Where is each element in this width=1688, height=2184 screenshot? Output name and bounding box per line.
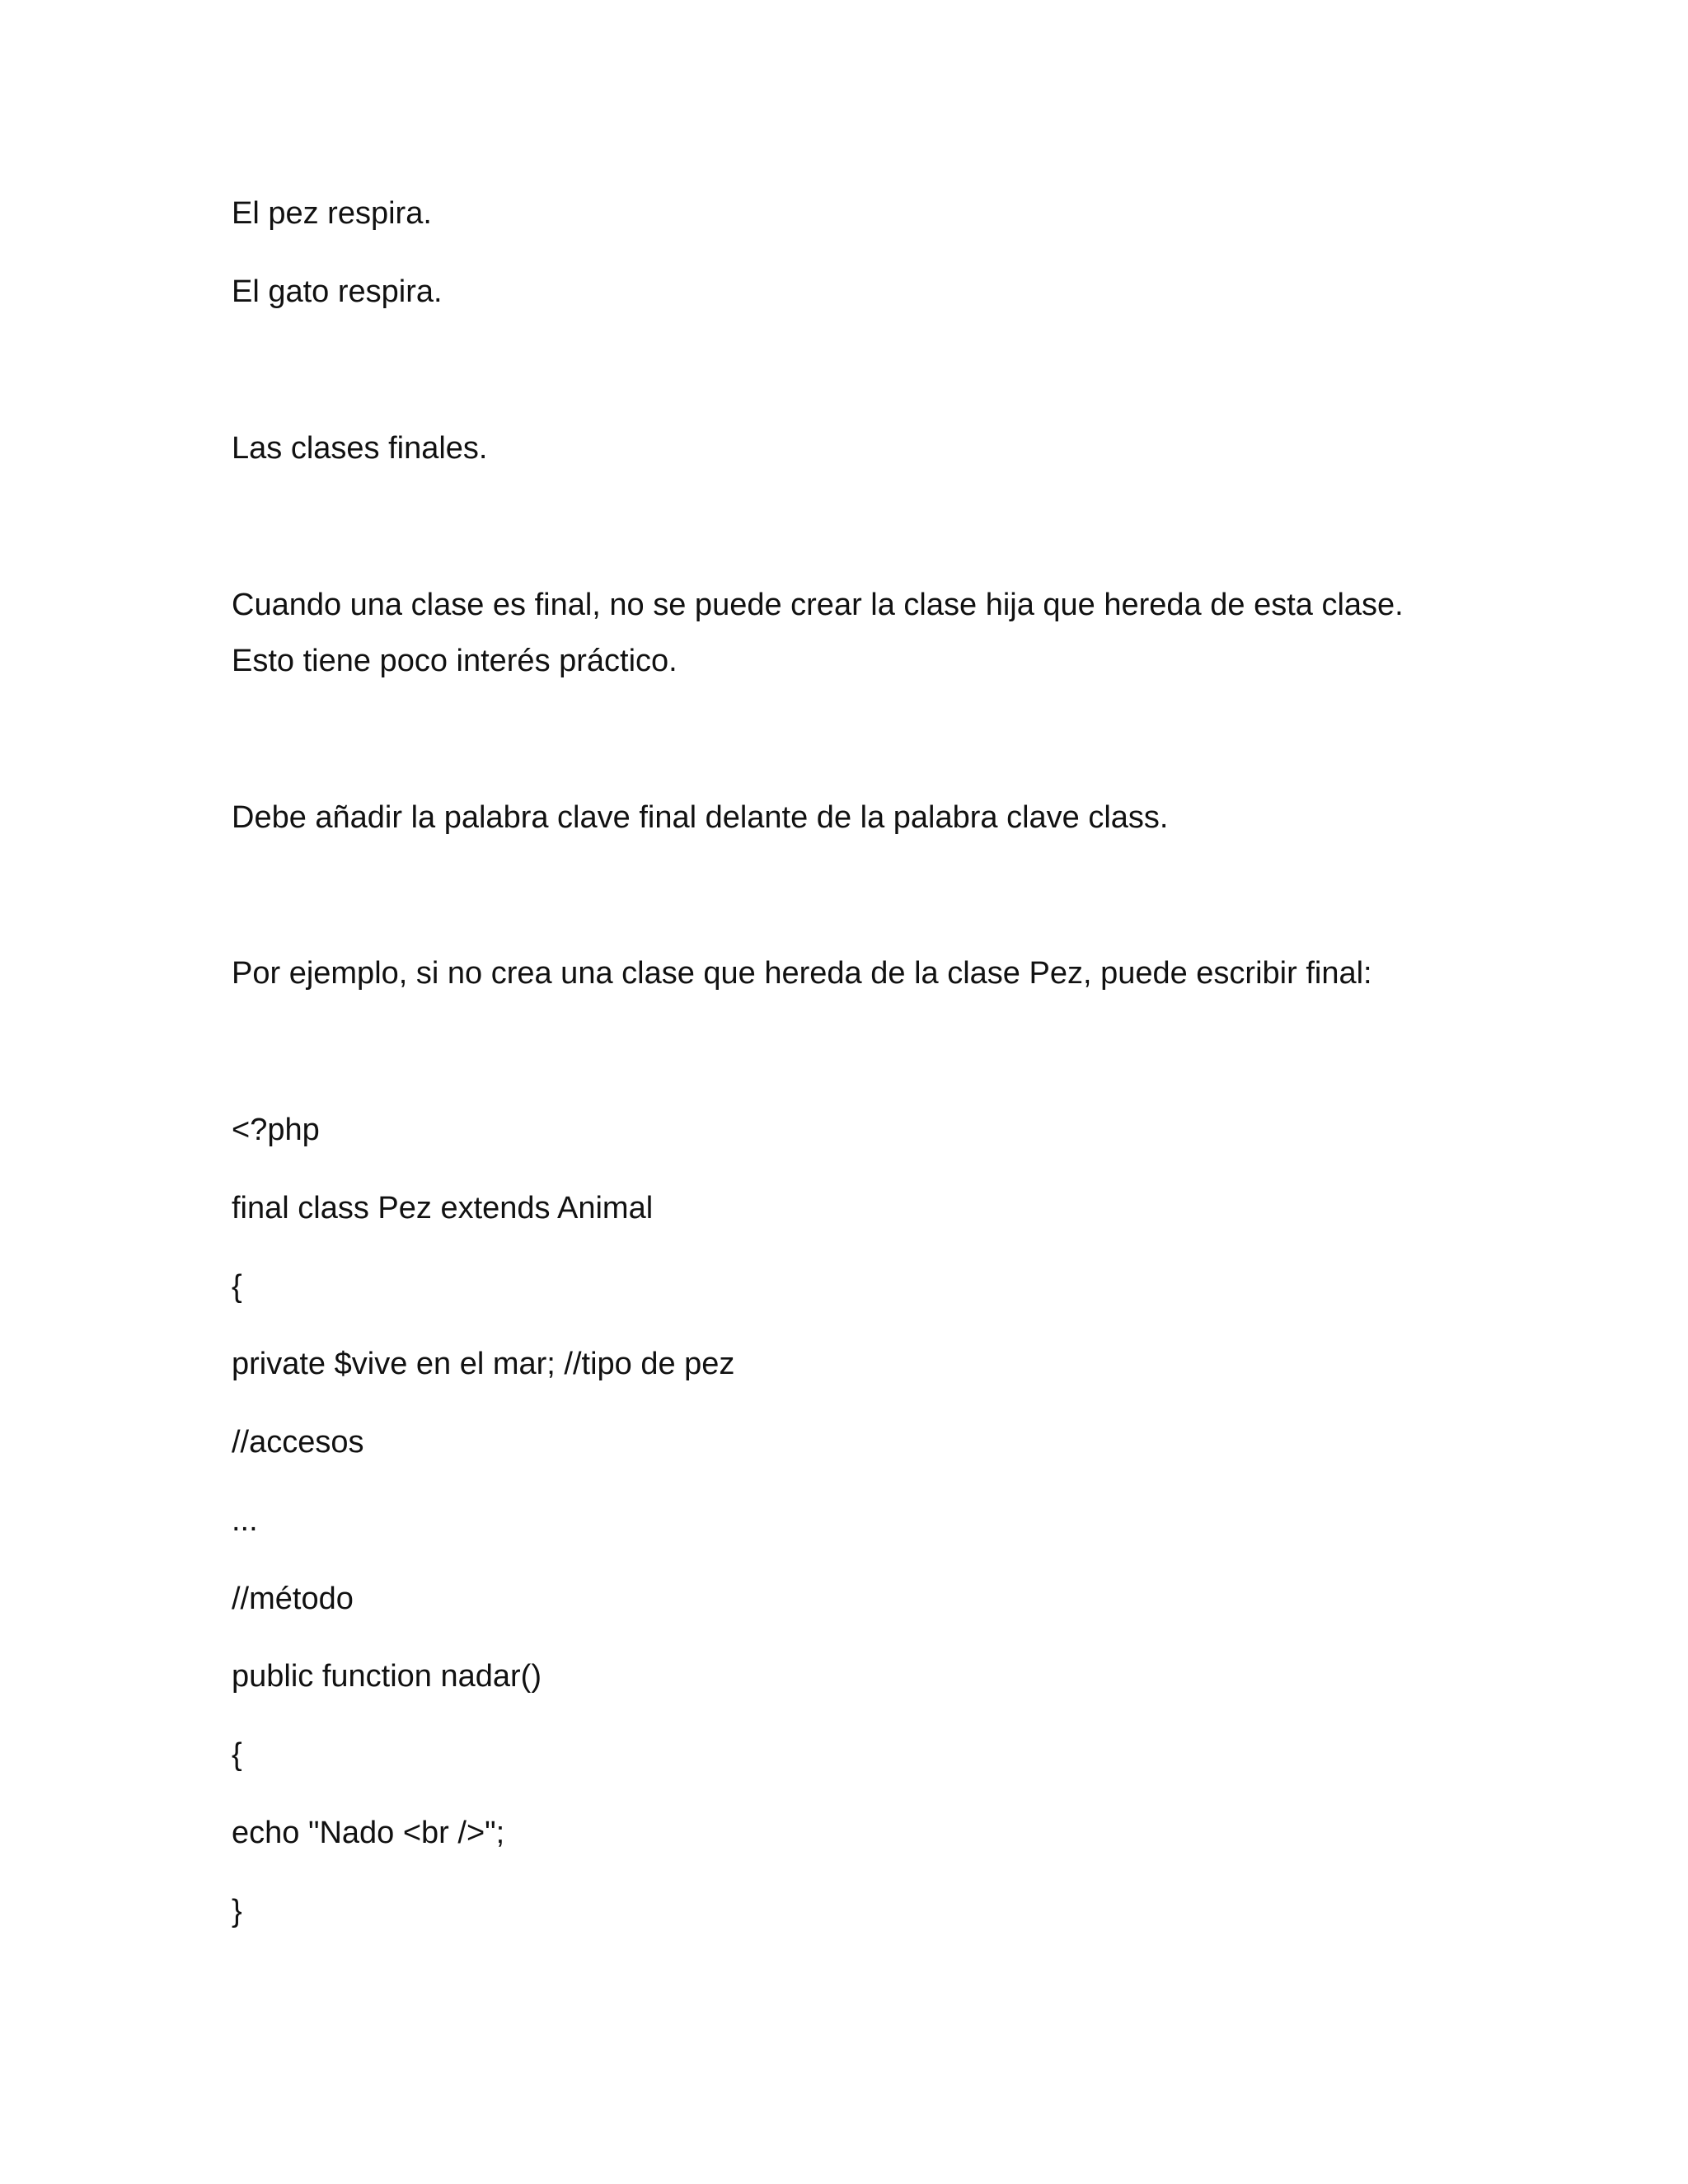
code-line: <?php	[232, 1113, 320, 1147]
text-line: El pez respira.	[232, 196, 432, 231]
text-line: El gato respira.	[232, 274, 443, 309]
text-line: Debe añadir la palabra clave final delante de la palabra clave class.	[232, 800, 1169, 835]
text-line: Cuando una clase es final, no se puede crear la clase hija que hereda de esta clase.	[232, 588, 1404, 622]
code-line: final class Pez extends Animal	[232, 1191, 654, 1226]
code-line: //accesos	[232, 1425, 364, 1460]
code-line: //método	[232, 1582, 354, 1616]
code-line: public function nadar()	[232, 1659, 542, 1694]
code-line: echo "Nado <br />";	[232, 1816, 505, 1850]
section-heading: Las clases finales.	[232, 431, 488, 466]
code-line: }	[232, 1894, 242, 1929]
code-line: {	[232, 1269, 242, 1304]
code-line: private $vive en el mar; //tipo de pez	[232, 1347, 735, 1381]
code-line: ...	[232, 1503, 258, 1538]
text-line: Por ejemplo, si no crea una clase que hereda de la clase Pez, puede escribir final:	[232, 956, 1372, 991]
code-line: {	[232, 1737, 242, 1772]
text-line: Esto tiene poco interés práctico.	[232, 644, 678, 678]
